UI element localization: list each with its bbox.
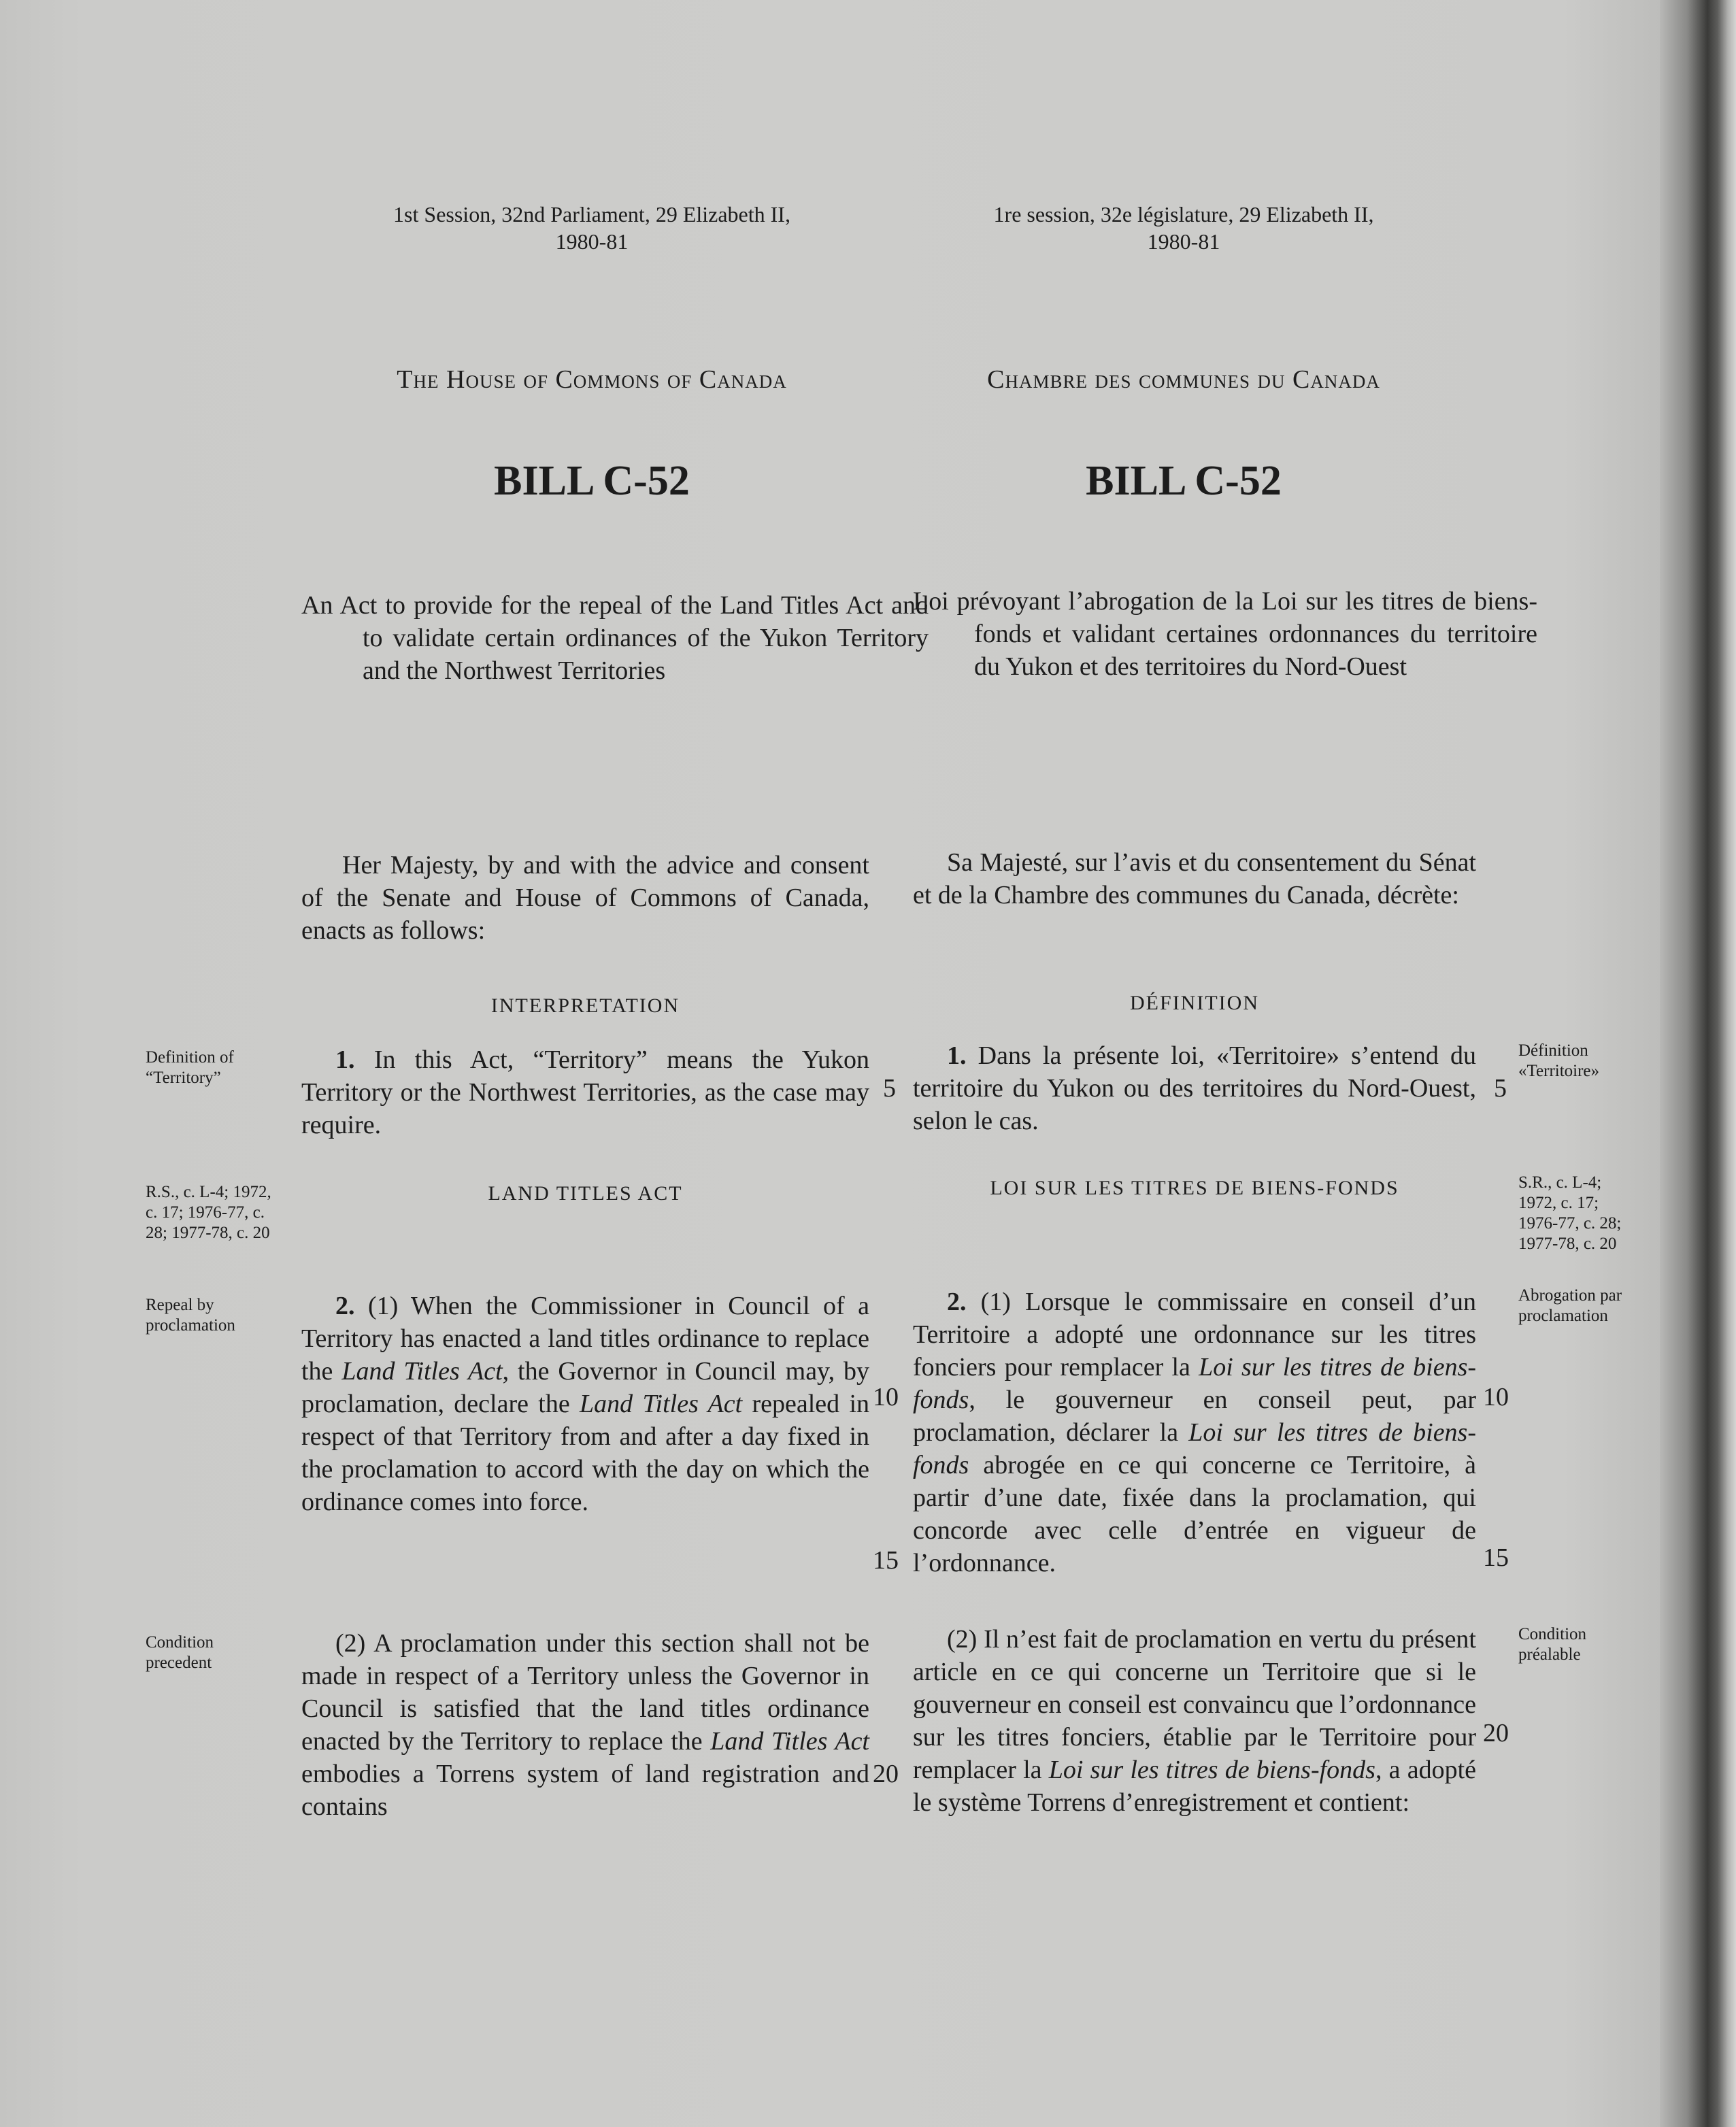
line-number-5-right: 5: [1494, 1074, 1507, 1103]
marginal-note-definition-en: Definition of “Territory”: [146, 1048, 234, 1087]
marginal-note-abrogation-fr: Abrogation par proclamation: [1518, 1286, 1622, 1325]
marginal-note-repeal-en: Repeal by proclamation: [146, 1296, 235, 1335]
section-2-1-fr-text-b: , le gouverneur en conseil peut, par proclamation, déclarer la: [913, 1386, 1476, 1447]
bill-number-en: BILL C-52: [494, 458, 690, 504]
act-title-italic: Loi sur les titres de biens-fonds: [913, 1418, 1476, 1479]
section-2-2-fr: [913, 1623, 1476, 1819]
session-en-line2: 1980-81: [555, 229, 629, 254]
line-number-20-right: 20: [1483, 1719, 1509, 1747]
section-2-1-fr-text-a: (1) Lorsque le commissaire en conseil d’un Territoire a adopté une ordonnance sur les titres fonciers pour remplacer la: [913, 1288, 1477, 1381]
section-2-1-en: [301, 1290, 869, 1518]
bill-number-fr: BILL C-52: [1086, 458, 1282, 504]
section-2-2-fr-text-a: (2) Il n’est fait de proclamation en vertu du présent article en ce qui concerne un Territoire que si le gouverneur en conseil est convaincu que l’ordonnance sur les titres fonciers, établie par le Territoire pour remplacer la: [913, 1625, 1476, 1784]
session-line-fr: [878, 201, 1490, 255]
heading-definition: DÉFINITION: [1130, 992, 1259, 1014]
act-title-italic: Land Titles Act: [580, 1390, 743, 1418]
enacting-clause-en: Her Majesty, by and with the advice and consent of the Senate and House of Commons of Canada, enacts as follows:: [301, 851, 869, 945]
house-title-en: The House of Commons of Canada: [397, 365, 787, 394]
section-2-1-en-text-a: (1) When the Commissioner in Council of a Territory has enacted a land titles ordinance to replace the: [301, 1292, 870, 1386]
act-title-italic: Loi sur les titres de biens-fonds: [1048, 1756, 1375, 1784]
session-en-line1: 1st Session, 32nd Parliament, 29 Elizabeth II,: [393, 202, 790, 227]
section-1-fr-number: 1.: [947, 1041, 967, 1070]
marginal-note-condition-en: Condition precedent: [146, 1633, 214, 1672]
heading-loi-titres: LOI SUR LES TITRES DE BIENS-FONDS: [990, 1177, 1399, 1199]
marginal-note-condition-fr: Condition préalable: [1518, 1625, 1587, 1664]
section-1-en: [301, 1043, 869, 1141]
house-title-fr: Chambre des communes du Canada: [987, 365, 1380, 394]
section-2-2-en-text-a: (2) A proclamation under this section shall not be made in respect of a Territory unless the Governor in Council is satisfied that the land titles ordinance enacted by the Territory to replace the: [301, 1629, 869, 1756]
session-fr-line2: 1980-81: [1147, 229, 1220, 254]
section-2-2-en: [301, 1627, 869, 1823]
heading-interpretation: INTERPRETATION: [490, 994, 680, 1017]
section-2-en-number: 2.: [335, 1292, 355, 1320]
marginal-note-rs-en: R.S., c. L-4; 1972, c. 17; 1976-77, c. 28; 1977-78, c. 20: [146, 1183, 271, 1242]
session-line-en: [286, 201, 898, 255]
section-1-fr-text: Dans la présente loi, «Territoire» s’entend du territoire du Yukon ou des territoires du Nord-Ouest, selon le cas.: [913, 1041, 1476, 1135]
act-title-italic: Land Titles Act: [341, 1357, 503, 1386]
long-title-fr: Loi prévoyant l’abrogation de la Loi sur les titres de biens-fonds et validant certaines ordonnances du territoire du Yukon et des territoires du Nord-Ouest: [913, 587, 1537, 681]
section-2-2-en-text-b: embodies a Torrens system of land registration and contains: [301, 1760, 869, 1821]
marginal-note-sr-fr: S.R., c. L-4; 1972, c. 17; 1976-77, c. 28; 1977-78, c. 20: [1518, 1173, 1622, 1253]
line-number-5-left: 5: [883, 1074, 896, 1103]
section-2-1-fr: [913, 1286, 1476, 1579]
section-2-1-en-text-b: , the Governor in Council may, by proclamation, declare the: [301, 1357, 870, 1418]
line-number-20-left: 20: [873, 1760, 899, 1788]
section-2-2-fr-text-b: , a adopté le système Torrens d’enregistrement et contient:: [913, 1756, 1477, 1817]
line-number-15-left: 15: [873, 1546, 899, 1575]
section-2-fr-number: 2.: [947, 1288, 967, 1316]
section-2-1-fr-text-c: abrogée en ce qui concerne ce Territoire, à partir d’une date, fixée dans la proclamation, qui concorde avec celle d’entrée en vigueur de l’ordonnance.: [913, 1451, 1477, 1577]
section-1-en-text: In this Act, “Territory” means the Yukon Territory or the Northwest Territories, as the case may require.: [301, 1045, 870, 1139]
long-title-en: An Act to provide for the repeal of the Land Titles Act and to validate certain ordinances of the Yukon Territory and the Northwest Territories: [301, 591, 929, 685]
line-number-10-right: 10: [1483, 1383, 1509, 1411]
enacting-clause-fr: Sa Majesté, sur l’avis et du consentement du Sénat et de la Chambre des communes du Canada, décrète:: [913, 848, 1476, 909]
line-number-10-left: 10: [873, 1383, 899, 1411]
book-binding-edge: [1660, 0, 1736, 2127]
section-1-fr: [913, 1039, 1476, 1137]
heading-land-titles-act: LAND TITLES ACT: [488, 1182, 683, 1205]
act-title-italic: Land Titles Act: [710, 1727, 869, 1756]
act-title-italic: Loi sur les titres de biens-fonds: [913, 1353, 1477, 1414]
section-2-1-en-text-c: repealed in respect of that Territory from and after a day fixed in the proclamation to accord with the day on which the ordinance comes into force.: [301, 1390, 870, 1516]
marginal-note-definition-fr: Définition «Territoire»: [1518, 1041, 1600, 1080]
line-number-15-right: 15: [1483, 1543, 1509, 1572]
session-fr-line1: 1re session, 32e législature, 29 Elizabeth II,: [993, 202, 1374, 227]
section-1-en-number: 1.: [335, 1045, 355, 1074]
